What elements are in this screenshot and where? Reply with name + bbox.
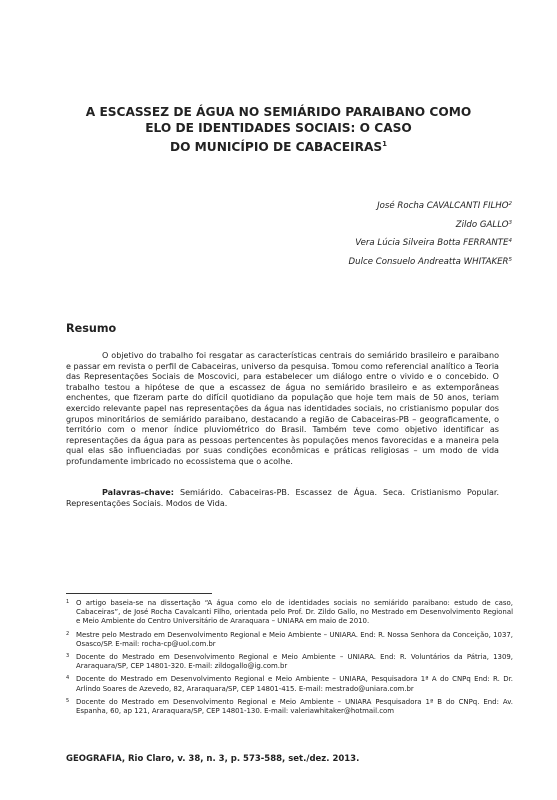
footnote-text: Docente do Mestrado em Desenvolvimento Regional e Meio Ambiente – UNIARA, Pesquisadora 1ª A do CNPq End: R. Dr. Arlindo Soares de Azevedo, 82, Araraquara/SP, CEP 14801-415. E-mail: mestrado@uniara.com.br <box>76 675 513 693</box>
footnote-marker: 3 <box>66 653 70 660</box>
abstract-heading: Resumo <box>66 322 117 335</box>
title-line-3-text: DO MUNICÍPIO DE CABACEIRAS <box>169 140 383 154</box>
footnote <box>66 698 513 716</box>
author <box>192 233 512 252</box>
author-footnote-marker: 2 <box>508 201 512 207</box>
footnote <box>66 653 513 671</box>
author-list <box>192 196 512 270</box>
footnote <box>66 675 513 693</box>
footnote <box>66 631 513 649</box>
author <box>192 196 512 215</box>
footnote-marker: 1 <box>66 599 70 605</box>
author-footnote-marker: 4 <box>508 238 512 245</box>
footnote-text: Docente do Mestrado em Desenvolvimento Regional e Meio Ambiente – UNIARA Pesquisadora 1ª B do CNPq. End: Av. Espanha, 60, ap 121, Araraquara/SP, CEP 14801-130. E-mail: valeriawhitaker@hotmail.com <box>76 697 513 716</box>
title-line-1: A ESCASSEZ DE ÁGUA NO SEMIÁRIDO PARAIBANO COMO <box>85 105 472 119</box>
author-name: Vera Lúcia Silveira Botta FERRANTE <box>355 238 509 249</box>
author-name: Zildo GALLO <box>455 219 509 230</box>
article-title <box>60 104 497 155</box>
footnote-text: O artigo baseia-se na dissertação “A água como elo de identidades sociais no semiárido paraibano: estudo de caso, Cabaceiras”, de José Rocha Cavalcanti Filho, orientada pelo Prof. Dr. Zildo Gallo, no Mestrado em Desenvolvimento Regional e Meio Ambiente do Centro Universitário de Araraquara – UNIARA em maio de 2010. <box>76 599 513 626</box>
keywords-text: Semiárido. Cabaceiras-PB. Escassez de Água. Seca. Cristianismo Popular. Representações Sociais. Modos de Vida. <box>66 488 500 508</box>
author-footnote-marker: 3 <box>508 219 512 226</box>
title-footnote-marker: 1 <box>382 140 388 148</box>
footnote <box>66 599 513 627</box>
author <box>192 215 512 234</box>
journal-citation: GEOGRAFIA, Rio Claro, v. 38, n. 3, p. 573-588, set./dez. 2013. <box>66 754 360 764</box>
abstract-body <box>66 351 499 468</box>
footnotes <box>66 599 513 720</box>
keywords-paragraph <box>66 488 499 510</box>
abstract-paragraph: O objetivo do trabalho foi resgatar as características centrais do semiárido brasileiro e paraibano e passar em revista o perfil de Cabaceiras, universo da pesquisa. Tomou como referencial analítico a Teoria das Representações Sociais de Moscovici, para estabelecer um diálogo entre o vivido e o concebido. O trabalho testou a hipótese de que a escassez de água no semiárido brasileiro e as extemporâneas enchentes, que fizeram parte do difícil quotidiano da população que hoje tem mais de 50 anos, teriam exercido relevante papel nas representações da água nas identidades sociais, no cristianismo popular dos grupos minoritários de semiárido paraibano, destacando a região de Cabaceiras-PB – geograficamente, o território com o menor índice pluviométrico do Brasil. Também teve como objetivo identificar as representações da água para as pessoas pertencentes às populações menos favorecidas e a maneira pela qual elas são influenciadas por suas condições econômicas e práticas religiosas – um modo de vida profundamente imbricado no ecossistema que o acolhe. <box>66 351 499 466</box>
author-footnote-marker: 5 <box>508 256 512 263</box>
footnote-text: Docente do Mestrado em Desenvolvimento Regional e Meio Ambiente – UNIARA. End: R. Voluntários da Pátria, 1309, Araraquara/SP, CEP 14801-320. E-mail: zildogallo@ig.com.br <box>76 653 513 671</box>
title-line-3 <box>60 136 497 155</box>
footnote-marker: 2 <box>66 630 70 637</box>
footnote-marker: 5 <box>66 697 70 704</box>
title-line-2: ELO DE IDENTIDADES SOCIAIS: O CASO <box>145 121 412 135</box>
footnote-divider <box>66 593 212 594</box>
author-name: José Rocha CAVALCANTI FILHO <box>377 201 509 211</box>
footnote-text: Mestre pelo Mestrado em Desenvolvimento Regional e Meio Ambiente – UNIARA. End: R. Nossa Senhora da Conceição, 1037, Osasco/SP. E-mail: rocha-cp@uol.com.br <box>76 630 513 648</box>
footnote-marker: 4 <box>66 675 70 682</box>
author-name: Dulce Consuelo Andreatta WHITAKER <box>348 256 509 267</box>
author <box>192 252 512 271</box>
keywords-label: Palavras-chave: <box>102 488 174 497</box>
